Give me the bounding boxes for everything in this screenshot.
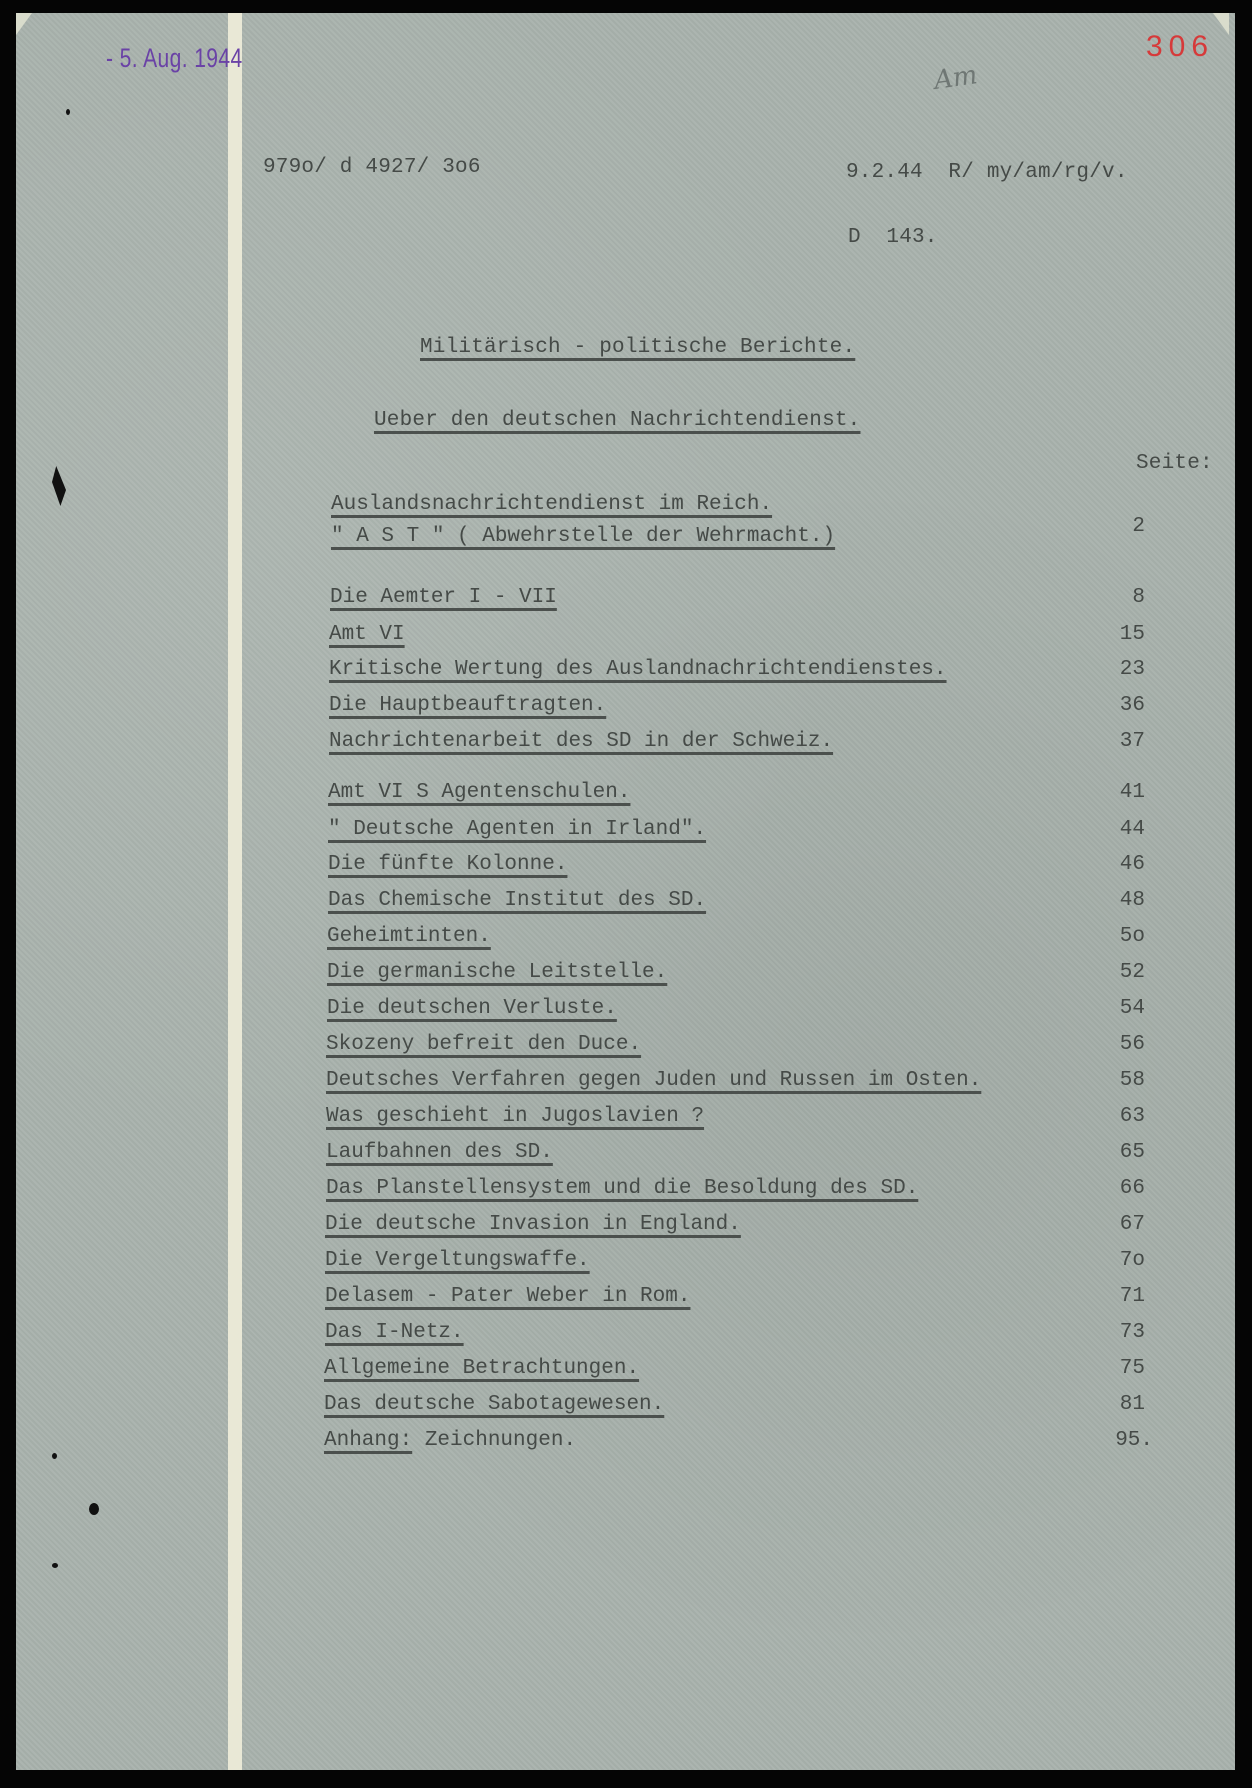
corner-fold [1213, 13, 1229, 35]
toc-page: 44 [1119, 818, 1145, 841]
toc-entry [16, 889, 1235, 919]
toc-title: " A S T " ( Abwehrstelle der Wehrmacht.) [331, 525, 836, 548]
toc-page: 46 [1119, 853, 1145, 876]
toc-title: Was geschieht in Jugoslavien ? [326, 1105, 705, 1128]
toc-page: 75 [1119, 1357, 1145, 1380]
toc-page: 48 [1119, 889, 1145, 912]
toc-page: 41 [1119, 781, 1145, 804]
toc-title: Laufbahnen des SD. [326, 1141, 553, 1164]
toc-title: Nachrichtenarbeit des SD in der Schweiz. [329, 730, 834, 753]
toc-entry [16, 730, 1235, 760]
toc-title: Skozeny befreit den Duce. [326, 1033, 642, 1056]
toc-entry [16, 1285, 1235, 1315]
toc-page: 67 [1119, 1213, 1145, 1236]
toc-entry [16, 1033, 1235, 1063]
toc-entry [16, 1393, 1235, 1423]
toc-title: Auslandsnachrichtendienst im Reich. [331, 493, 773, 516]
toc-title: Allgemeine Betrachtungen. [324, 1357, 640, 1380]
toc-title: Delasem - Pater Weber in Rom. [325, 1285, 691, 1308]
toc-entry [16, 1429, 1235, 1459]
toc-title: " Deutsche Agenten in Irland". [328, 818, 707, 841]
toc-entry [16, 1177, 1235, 1207]
document-title: Militärisch - politische Berichte. [420, 336, 856, 359]
toc-entry [16, 623, 1235, 653]
toc-entry [16, 997, 1235, 1027]
toc-page: 71 [1119, 1285, 1145, 1308]
toc-title: Geheimtinten. [327, 925, 491, 948]
toc-entry [16, 1249, 1235, 1279]
toc-page: 58 [1119, 1069, 1145, 1092]
toc-entry [16, 658, 1235, 688]
toc-page: 81 [1119, 1393, 1145, 1416]
toc-page: 54 [1119, 997, 1145, 1020]
corner-fold [16, 13, 32, 35]
toc-page: 63 [1119, 1105, 1145, 1128]
toc-entry [16, 1105, 1235, 1135]
toc-entry [16, 1069, 1235, 1099]
toc-title: Kritische Wertung des Auslandnachrichtendienstes. [329, 658, 947, 681]
toc-page: 37 [1119, 730, 1145, 753]
page-column-label: Seite: [1136, 452, 1213, 475]
document-page [16, 13, 1235, 1770]
punch-hole [89, 1503, 99, 1515]
toc-title: Die Hauptbeauftragten. [329, 694, 607, 717]
toc-title: Die Vergeltungswaffe. [325, 1249, 590, 1272]
toc-entry [16, 1357, 1235, 1387]
toc-entry [16, 586, 1235, 616]
handwritten-initials: Am [932, 60, 980, 96]
toc-page: 36 [1119, 694, 1145, 717]
toc-entry [16, 515, 1235, 555]
toc-page: 15 [1119, 623, 1145, 646]
toc-title: Das deutsche Sabotagewesen. [324, 1393, 665, 1416]
toc-page: 7o [1119, 1249, 1145, 1272]
speck [66, 109, 70, 115]
toc-title: Die fünfte Kolonne. [328, 853, 568, 876]
toc-title: Die germanische Leitstelle. [327, 961, 668, 984]
toc-page: 56 [1119, 1033, 1145, 1056]
toc-entry [16, 961, 1235, 991]
toc-entry [16, 781, 1235, 811]
toc-title: Amt VI [329, 623, 405, 646]
appendix-label: Anhang: [324, 1429, 413, 1452]
toc-page: 73 [1119, 1321, 1145, 1344]
toc-entry [16, 1321, 1235, 1351]
speck [52, 1563, 58, 1568]
toc-entry [16, 853, 1235, 883]
toc-entry [16, 694, 1235, 724]
toc-title: Das Chemische Institut des SD. [328, 889, 707, 912]
toc-entry [16, 493, 1235, 523]
toc-entry [16, 818, 1235, 848]
toc-entry [16, 1141, 1235, 1171]
toc-page: 8 [1132, 586, 1145, 609]
toc-page: 5o [1119, 925, 1145, 948]
toc-title [324, 1429, 576, 1452]
toc-page: 95. [1115, 1429, 1153, 1452]
toc-page: 2 [1132, 515, 1145, 538]
received-date-stamp: - 5. Aug. 1944 [106, 43, 243, 73]
toc-page: 52 [1119, 961, 1145, 984]
toc-title: Amt VI S Agentenschulen. [328, 781, 631, 804]
toc-title: Das Planstellensystem und die Besoldung des SD. [326, 1177, 919, 1200]
document-subtitle: Ueber den deutschen Nachrichtendienst. [374, 409, 861, 432]
document-number: D 143. [848, 226, 938, 249]
toc-title: Das I-Netz. [325, 1321, 464, 1344]
toc-title: Deutsches Verfahren gegen Juden und Russen im Osten. [326, 1069, 982, 1092]
toc-page: 23 [1119, 658, 1145, 681]
folio-number: 306 [1146, 30, 1215, 63]
appendix-title: Zeichnungen. [412, 1429, 577, 1452]
toc-title: Die Aemter I - VII [330, 586, 557, 609]
toc-entry [16, 1213, 1235, 1243]
toc-page: 65 [1119, 1141, 1145, 1164]
toc-title: Die deutschen Verluste. [327, 997, 617, 1020]
date-initials: 9.2.44 R/ my/am/rg/v. [846, 161, 1128, 184]
toc-entry [16, 925, 1235, 955]
toc-title: Die deutsche Invasion in England. [325, 1213, 741, 1236]
file-reference: 979o/ d 4927/ 3o6 [263, 156, 481, 179]
toc-page: 66 [1119, 1177, 1145, 1200]
